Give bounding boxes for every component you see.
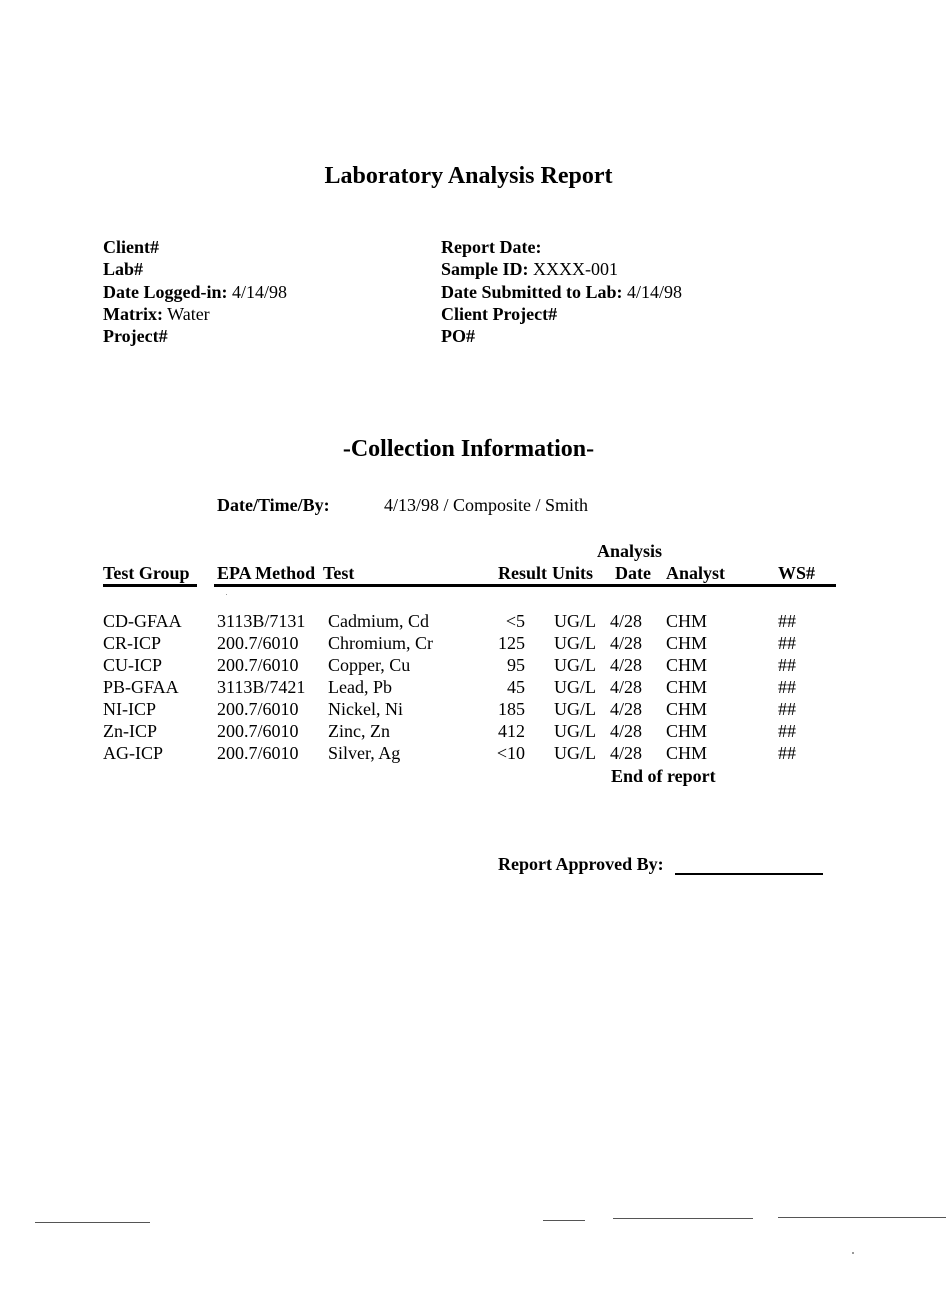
date-logged-label: Date Logged-in: [103, 281, 228, 302]
header-epa-method: EPA Method [217, 563, 316, 583]
cell-ws: ## [778, 633, 796, 653]
report-info-right [441, 236, 682, 347]
cell-analyst: CHM [666, 721, 708, 741]
cell-result: 95 [507, 655, 525, 675]
report-date-label: Report Date: [441, 237, 542, 257]
cell-epa-method: 3113B/7131 [217, 611, 306, 631]
sample-id-value: XXXX-001 [533, 259, 619, 280]
header-test: Test [323, 563, 355, 583]
cell-units: UG/L [554, 611, 596, 631]
scan-artifact-line [613, 1218, 753, 1219]
cell-epa-method: 200.7/6010 [217, 721, 299, 741]
date-submitted-value: 4/14/98 [627, 281, 683, 302]
cell-units: UG/L [554, 699, 596, 719]
header-ws: WS# [778, 563, 816, 583]
cell-test-group: CD-GFAA [103, 611, 182, 631]
po-field [441, 325, 682, 347]
header-underline-gap [197, 584, 214, 587]
scan-artifact-line [35, 1222, 150, 1223]
header-test-group: Test Group [103, 563, 190, 583]
cell-test: Zinc, Zn [328, 721, 390, 741]
cell-date: 4/28 [610, 611, 643, 631]
date-submitted-field [441, 281, 682, 303]
report-title: Laboratory Analysis Report [324, 163, 613, 189]
header-result: Result [498, 563, 547, 583]
collection-label: Date/Time/By: [217, 495, 330, 515]
cell-epa-method: 3113B/7421 [217, 677, 306, 697]
scan-artifact-dot [852, 1252, 854, 1254]
date-submitted-label: Date Submitted to Lab: [441, 281, 623, 302]
cell-analyst: CHM [666, 699, 708, 719]
cell-analyst: CHM [666, 633, 708, 653]
matrix-field [103, 303, 287, 325]
cell-units: UG/L [554, 655, 596, 675]
cell-date: 4/28 [610, 633, 643, 653]
sample-id-field [441, 258, 682, 280]
cell-ws: ## [778, 743, 796, 763]
client-label: Client# [103, 237, 159, 257]
lab-label: Lab# [103, 259, 144, 280]
cell-test-group: NI-ICP [103, 699, 156, 719]
cell-ws: ## [778, 655, 796, 675]
cell-test-group: CR-ICP [103, 633, 162, 653]
cell-epa-method: 200.7/6010 [217, 633, 299, 653]
cell-ws: ## [778, 611, 796, 631]
scan-artifact-dot [226, 594, 227, 595]
matrix-label: Matrix: [103, 303, 163, 324]
sample-id-label: Sample ID: [441, 259, 529, 280]
cell-ws: ## [778, 677, 796, 697]
cell-result: 412 [498, 721, 525, 741]
po-label: PO# [441, 326, 475, 347]
cell-result: 185 [498, 699, 525, 719]
cell-epa-method: 200.7/6010 [217, 699, 299, 719]
cell-date: 4/28 [610, 721, 643, 741]
cell-ws: ## [778, 721, 796, 741]
cell-analyst: CHM [666, 677, 708, 697]
date-logged-value: 4/14/98 [232, 281, 288, 302]
date-logged-field [103, 281, 287, 303]
cell-result: <10 [496, 743, 525, 763]
cell-test: Copper, Cu [328, 655, 411, 675]
project-label: Project# [103, 326, 168, 347]
report-date-field [441, 236, 682, 258]
client-project-field [441, 303, 682, 325]
cell-date: 4/28 [610, 655, 643, 675]
cell-result: 125 [498, 633, 525, 653]
header-date: Date [615, 563, 651, 583]
cell-result: <5 [505, 611, 525, 631]
cell-test: Lead, Pb [328, 677, 392, 697]
matrix-value: Water [167, 303, 210, 324]
cell-epa-method: 200.7/6010 [217, 743, 299, 763]
cell-units: UG/L [554, 743, 596, 763]
cell-test: Nickel, Ni [328, 699, 403, 719]
cell-date: 4/28 [610, 743, 643, 763]
cell-ws: ## [778, 699, 796, 719]
cell-units: UG/L [554, 633, 596, 653]
cell-test-group: AG-ICP [103, 743, 164, 763]
cell-test-group: PB-GFAA [103, 677, 179, 697]
lab-field [103, 258, 287, 280]
collection-value: 4/13/98 / Composite / Smith [384, 495, 589, 515]
project-field [103, 325, 287, 347]
cell-result: 45 [507, 677, 525, 697]
report-info-left [103, 236, 287, 347]
cell-test: Silver, Ag [328, 743, 401, 763]
cell-units: UG/L [554, 721, 596, 741]
cell-analyst: CHM [666, 655, 708, 675]
cell-test: Chromium, Cr [328, 633, 434, 653]
approved-by-label: Report Approved By: [498, 854, 664, 874]
cell-date: 4/28 [610, 677, 643, 697]
cell-test-group: Zn-ICP [103, 721, 157, 741]
cell-analyst: CHM [666, 611, 708, 631]
collection-title: -Collection Information- [342, 436, 595, 462]
cell-test: Cadmium, Cd [328, 611, 430, 631]
cell-epa-method: 200.7/6010 [217, 655, 299, 675]
scan-artifact-line [778, 1217, 946, 1218]
cell-analyst: CHM [666, 743, 708, 763]
end-of-report: End of report [611, 766, 716, 786]
client-project-label: Client Project# [441, 303, 558, 324]
scan-artifact-line [543, 1220, 585, 1221]
cell-date: 4/28 [610, 699, 643, 719]
header-analyst: Analyst [666, 563, 726, 583]
client-field [103, 236, 287, 258]
analysis-group-header: Analysis [597, 541, 663, 561]
header-units: Units [552, 563, 594, 583]
cell-test-group: CU-ICP [103, 655, 163, 675]
signature-line [675, 873, 823, 875]
cell-units: UG/L [554, 677, 596, 697]
